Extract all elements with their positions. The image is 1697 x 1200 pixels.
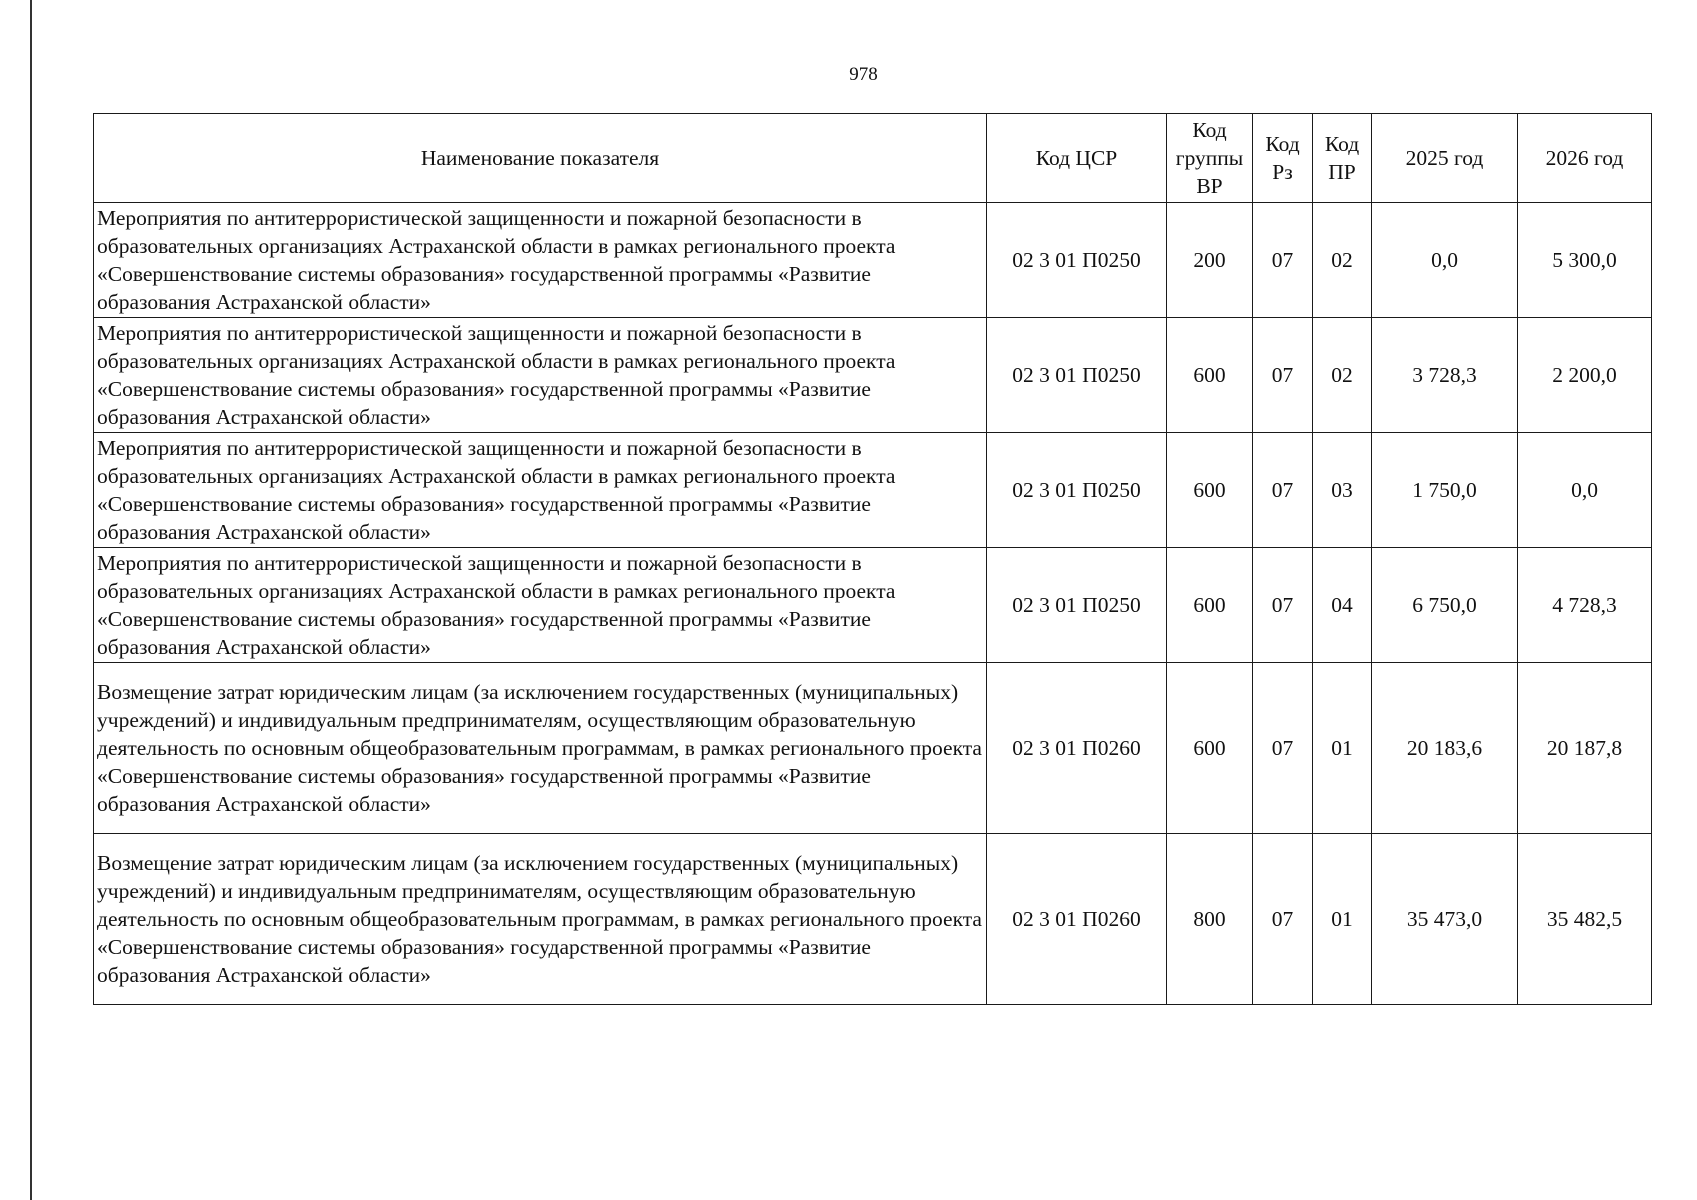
header-csr-code: Код ЦСР: [987, 114, 1167, 203]
row-2025-cell: 0,0: [1372, 203, 1518, 318]
row-name-cell: Мероприятия по антитеррористической защищенности и пожарной безопасности в образовательных организациях Астраханской области в рамках регионального проекта «Совершенствование системы образования» государственной программы «Развитие образования Астраханской области»: [94, 318, 987, 433]
table-row: [94, 318, 1652, 433]
row-rz-cell: 07: [1253, 663, 1313, 834]
row-2025-cell: 3 728,3: [1372, 318, 1518, 433]
table-row: [94, 834, 1652, 1005]
row-2026-cell: 2 200,0: [1518, 318, 1652, 433]
row-2026-cell: 5 300,0: [1518, 203, 1652, 318]
row-vr-cell: 600: [1167, 548, 1253, 663]
row-rz-cell: 07: [1253, 318, 1313, 433]
row-pr-cell: 02: [1313, 203, 1372, 318]
row-name-cell: Возмещение затрат юридическим лицам (за исключением государственных (муниципальных) учреждений) и индивидуальным предпринимателям, осуществляющим образовательную деятельность по основным общеобразовательным программам, в рамках регионального проекта «Совершенствование системы образования» государственной программы «Развитие образования Астраханской области»: [94, 663, 987, 834]
row-pr-cell: 01: [1313, 663, 1372, 834]
row-csr-cell: 02 3 01 П0250: [987, 548, 1167, 663]
row-pr-cell: 04: [1313, 548, 1372, 663]
table-header-row: [94, 114, 1652, 203]
row-name-cell: Мероприятия по антитеррористической защищенности и пожарной безопасности в образовательных организациях Астраханской области в рамках регионального проекта «Совершенствование системы образования» государственной программы «Развитие образования Астраханской области»: [94, 548, 987, 663]
row-pr-cell: 01: [1313, 834, 1372, 1005]
row-csr-cell: 02 3 01 П0250: [987, 203, 1167, 318]
row-name-cell: Мероприятия по антитеррористической защищенности и пожарной безопасности в образовательных организациях Астраханской области в рамках регионального проекта «Совершенствование системы образования» государственной программы «Развитие образования Астраханской области»: [94, 203, 987, 318]
header-rz-code: Код Рз: [1253, 114, 1313, 203]
row-2025-cell: 35 473,0: [1372, 834, 1518, 1005]
row-csr-cell: 02 3 01 П0260: [987, 834, 1167, 1005]
row-vr-cell: 600: [1167, 663, 1253, 834]
header-year-2025: 2025 год: [1372, 114, 1518, 203]
header-vr-group-code: Код группы ВР: [1167, 114, 1253, 203]
row-pr-cell: 02: [1313, 318, 1372, 433]
binding-margin-line: [30, 0, 32, 1200]
row-2026-cell: 35 482,5: [1518, 834, 1652, 1005]
row-pr-cell: 03: [1313, 433, 1372, 548]
row-vr-cell: 200: [1167, 203, 1253, 318]
row-name-cell: Мероприятия по антитеррористической защищенности и пожарной безопасности в образовательных организациях Астраханской области в рамках регионального проекта «Совершенствование системы образования» государственной программы «Развитие образования Астраханской области»: [94, 433, 987, 548]
table-row: [94, 663, 1652, 834]
row-vr-cell: 600: [1167, 318, 1253, 433]
row-vr-cell: 800: [1167, 834, 1253, 1005]
row-2025-cell: 6 750,0: [1372, 548, 1518, 663]
row-2026-cell: 20 187,8: [1518, 663, 1652, 834]
row-vr-cell: 600: [1167, 433, 1253, 548]
row-2025-cell: 1 750,0: [1372, 433, 1518, 548]
row-2025-cell: 20 183,6: [1372, 663, 1518, 834]
header-year-2026: 2026 год: [1518, 114, 1652, 203]
table-row: [94, 548, 1652, 663]
budget-table: [93, 113, 1652, 1005]
row-rz-cell: 07: [1253, 203, 1313, 318]
header-pr-code: Код ПР: [1313, 114, 1372, 203]
page-number: 978: [849, 64, 878, 85]
table-row: [94, 433, 1652, 548]
row-name-cell: Возмещение затрат юридическим лицам (за исключением государственных (муниципальных) учреждений) и индивидуальным предпринимателям, осуществляющим образовательную деятельность по основным общеобразовательным программам, в рамках регионального проекта «Совершенствование системы образования» государственной программы «Развитие образования Астраханской области»: [94, 834, 987, 1005]
row-rz-cell: 07: [1253, 548, 1313, 663]
row-csr-cell: 02 3 01 П0250: [987, 433, 1167, 548]
row-csr-cell: 02 3 01 П0260: [987, 663, 1167, 834]
row-csr-cell: 02 3 01 П0250: [987, 318, 1167, 433]
row-rz-cell: 07: [1253, 433, 1313, 548]
table-row: [94, 203, 1652, 318]
row-rz-cell: 07: [1253, 834, 1313, 1005]
header-name: Наименование показателя: [94, 114, 987, 203]
row-2026-cell: 0,0: [1518, 433, 1652, 548]
row-2026-cell: 4 728,3: [1518, 548, 1652, 663]
